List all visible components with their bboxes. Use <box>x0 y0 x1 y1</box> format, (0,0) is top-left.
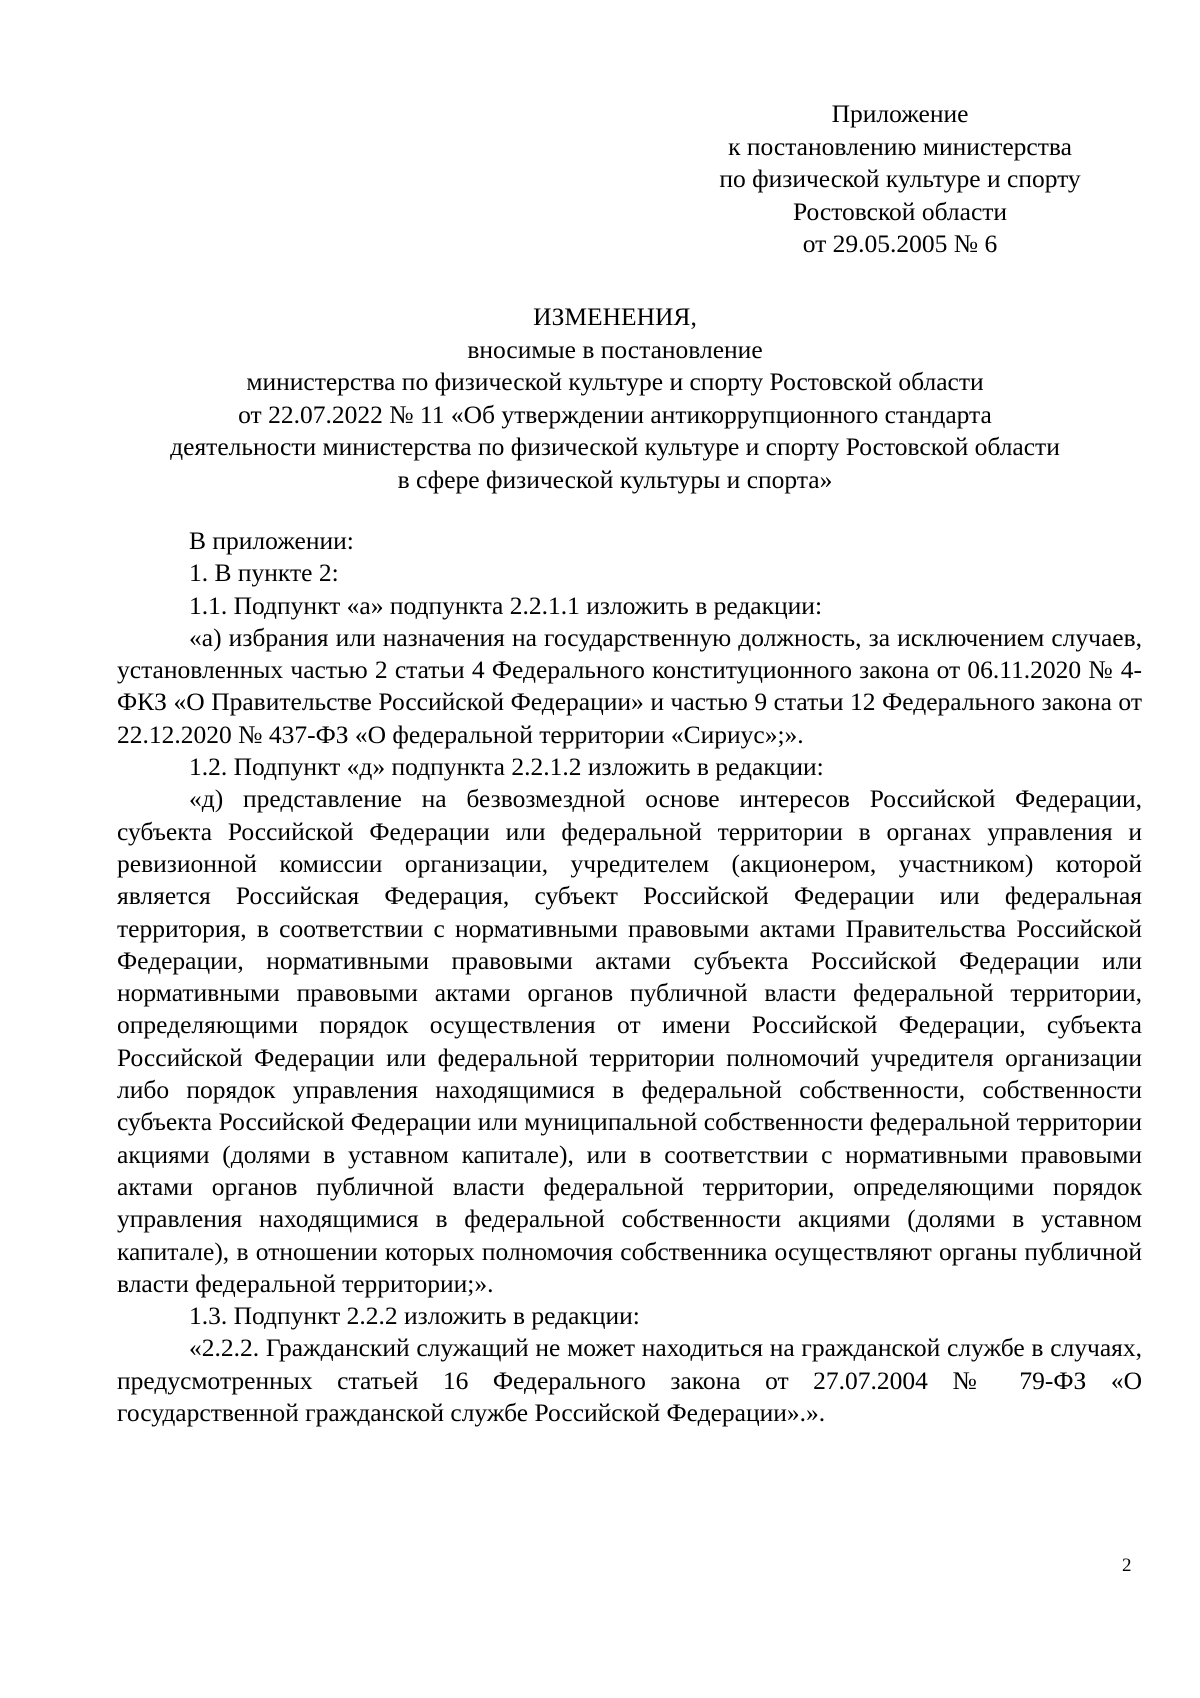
body-paragraph: 1.2. Подпункт «д» подпункта 2.2.1.2 изложить в редакции: <box>189 752 824 782</box>
document-heading <box>100 301 1130 496</box>
body-paragraph: 1.1. Подпункт «а» подпункта 2.2.1.1 изложить в редакции: <box>189 590 823 620</box>
body-paragraph: 1.3. Подпункт 2.2.2 изложить в редакции: <box>189 1301 640 1331</box>
heading-line: от 22.07.2022 № 11 «Об утверждении антикоррупционного стандарта <box>238 399 992 429</box>
appendix-line: по физической культуре и спорту <box>719 164 1081 193</box>
body-paragraph: 1. В пункте 2: <box>189 558 339 588</box>
body-paragraph: «д) представление на безвозмездной основе интересов Российской Федерации, субъекта Российской Федерации или федеральной территории в органах управления и ревизионной комиссии организации, учредителем (акционером, участником) которой является Российская Федерация, субъект Российской Федерации или федеральная территория, в соответствии с нормативными правовыми актами Правительства Российской Федерации, нормативными правовыми актами субъекта Российской Федерации или нормативными правовыми актами органов публичной власти федеральной территории, определяющими порядок осуществления от имени Российской Федерации, субъекта Российской Федерации или федеральной территории полномочий учредителя организации либо порядок управления находящимися в федеральной собственности, собственности субъекта Российской Федерации или муниципальной собственности федеральной территории акциями (долями в уставном капитале), или в соответствии с нормативными правовыми актами органов публичной власти федеральной территории, определяющими порядок управления находящимися в федеральной собственности акциями (долями в уставном капитале), в отношении которых полномочия собственника осуществляют органы публичной власти федеральной территории;». <box>117 784 1142 1298</box>
appendix-line: от 29.05.2005 № 6 <box>802 229 998 258</box>
heading-line: вносимые в постановление <box>467 334 763 364</box>
appendix-line: Ростовской области <box>792 196 1008 226</box>
heading-line: министерства по физической культуре и спорту Ростовской области <box>246 367 984 396</box>
heading-title: ИЗМЕНЕНИЯ, <box>533 302 697 331</box>
body-paragraph: В приложении: <box>189 526 354 555</box>
page-number: 2 <box>1122 1555 1132 1576</box>
appendix-line: к постановлению министерства <box>728 131 1072 161</box>
heading-line: деятельности министерства по физической культуре и спорту Ростовской области <box>170 432 1060 461</box>
appendix-line: Приложение <box>831 99 969 128</box>
document-body <box>117 525 1142 1429</box>
heading-line: в сфере физической культуры и спорта» <box>397 464 833 494</box>
body-paragraph: «2.2.2. Гражданский служащий не может находиться на гражданской службе в случаях, предусмотренных статьей 16 Федерального закона от 27.07.2004 № 79-ФЗ «О государственной гражданской службе Российской Федерации».». <box>117 1333 1142 1428</box>
appendix-header <box>660 98 1140 261</box>
body-paragraph: «а) избрания или назначения на государственную должность, за исключением случаев, установленных частью 2 статьи 4 Федерального конституционного закона от 06.11.2020 № 4-ФКЗ «О Правительстве Российской Федерации» и частью 9 статьи 12 Федерального закона от 22.12.2020 № 437-ФЗ «О федеральной территории «Сириус»;». <box>117 622 1142 749</box>
